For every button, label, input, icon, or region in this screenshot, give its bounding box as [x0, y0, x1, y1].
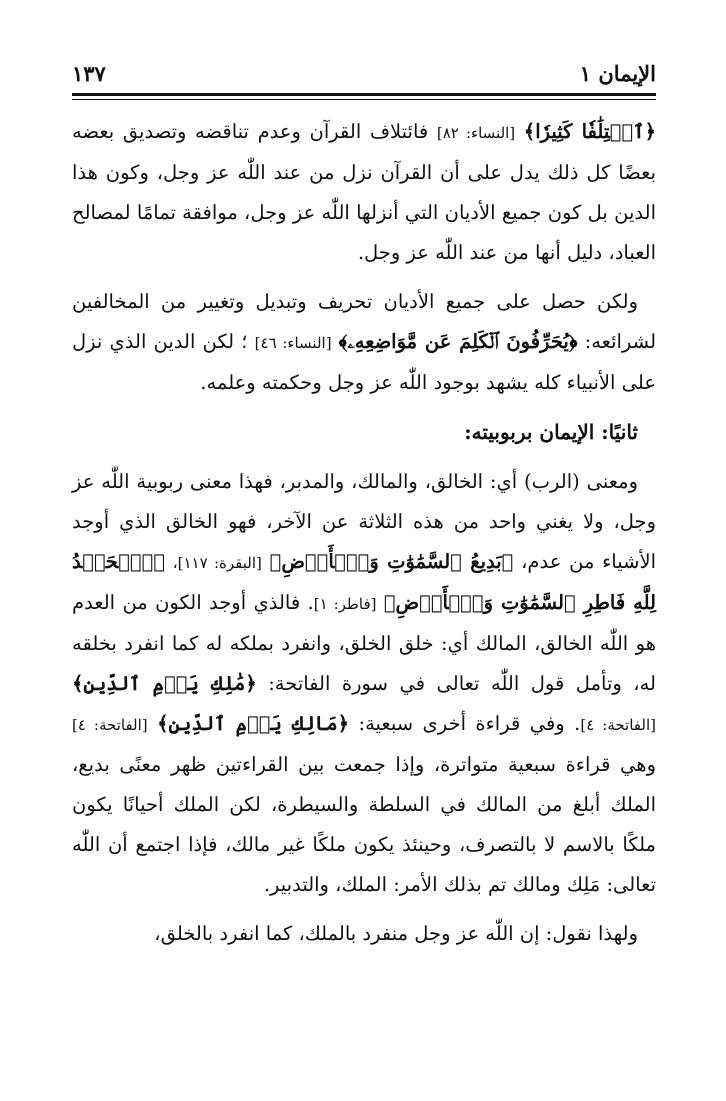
quran-quote: ﴿يُحَرِّفُونَ ٱلۡكَلِمَ عَن مَّوَاضِعِهِۦ﴾ [338, 330, 578, 353]
paragraph-text: . وفي قراءة أخرى سبعية: [358, 712, 581, 735]
paragraph-text: ومعنى (الرب) أي: الخالق، والمالك، والمدبر، فهذا معنى ربوبية اللّٰه عز وجل، ولا يغني واحد من هذه الثلاثة عن الآخر، فهو الخالق الذي أوجد الأشياء من عدم، [72, 470, 657, 573]
paragraph-4 [72, 914, 656, 954]
quran-quote: ﴿مَالِكِ يَوۡمِ ٱلدِّينِ﴾ [157, 712, 350, 735]
header-rule-thick [72, 93, 656, 96]
running-title: الإيمان ١ [579, 60, 656, 86]
quran-quote: ﴿ٱخۡتِلَٰفٗا كَثِيرٗا﴾ [523, 120, 656, 143]
paragraph-2 [72, 282, 656, 403]
verse-reference: [الفاتحة: ٤] [580, 716, 656, 734]
quran-quote: ﴿بَدِيعُ ٱلسَّمَٰوَٰتِ وَٱلۡأَرۡضِ﴾ [269, 550, 514, 573]
paragraph-1 [72, 112, 656, 273]
verse-reference: [الفاتحة: ٤] [72, 716, 148, 734]
paragraph-text: ولهذا نقول: إن اللّٰه عز وجل منفرد بالملك، كما انفرد بالخلق، [154, 922, 638, 945]
paragraph-text: . فالذي أوجد الكون من العدم هو اللّٰه الخالق، المالك أي: خلق الخلق، وانفرد بملكه له كما انفرد بخلقه له، وتأمل قول اللّٰه تعالى في سورة الفاتحة: [72, 591, 656, 695]
section-heading: ثانيًا: الإيمان بربوبيته: [464, 420, 638, 444]
page-number: ١٣٧ [72, 60, 106, 86]
verse-reference: [فاطر: ١] [313, 595, 377, 613]
paragraph-text: ولكن حصل على جميع الأديان تحريف وتبديل وتغيير من المخالفين لشرائعه: [72, 290, 657, 353]
page-body [72, 112, 656, 1077]
paragraph-text: ؛ لكن الدين الذي نزل على الأنبياء كله يشهد بوجود اللّٰه عز وجل وحكمته وعلمه. [72, 330, 656, 394]
paragraph-text: فائتلاف القرآن وعدم تناقضه وتصديق بعضه بعضًا كل ذلك يدل على أن القرآن نزل من عند اللّٰه عز وجل، وكون هذا الدين بل كون جميع الأديان التي أنزلها اللّٰه عز وجل، موافقة تمامًا لمصالح العباد، دليل أنها من عند اللّٰه عز وجل. [72, 120, 656, 264]
verse-reference: [النساء: ٤٦] [254, 334, 332, 352]
header-rule-thin [72, 99, 656, 100]
quran-quote: ﴿مَٰلِكِ يَوۡمِ ٱلدِّينِ﴾ [72, 672, 257, 695]
verse-reference: [النساء: ٨٢] [436, 124, 516, 142]
quran-quote: ﴿ٱلۡحَمۡدُ لِلَّهِ فَاطِرِ ٱلسَّمَٰوَٰتِ وَٱلۡأَرۡضِ﴾ [72, 550, 656, 614]
paragraph-3 [72, 462, 656, 905]
page-header [72, 56, 656, 90]
verse-reference: [البقرة: ١١٧]، [172, 554, 262, 572]
paragraph-text: وهي قراءة سبعية متواترة، وإذا جمعت بين القراءتين ظهر معنًى بديع، الملك أبلغ من المالك في السلطة والسيطرة، لكن الملك أحيانًا يكون ملكًا بالاسم لا بالتصرف، وحينئذ يكون ملكًا غير مالك، فإذا اجتمع أن اللّٰه تعالى: مَلِك ومالك تم بذلك الأمر: الملك، والتدبير. [72, 753, 656, 896]
